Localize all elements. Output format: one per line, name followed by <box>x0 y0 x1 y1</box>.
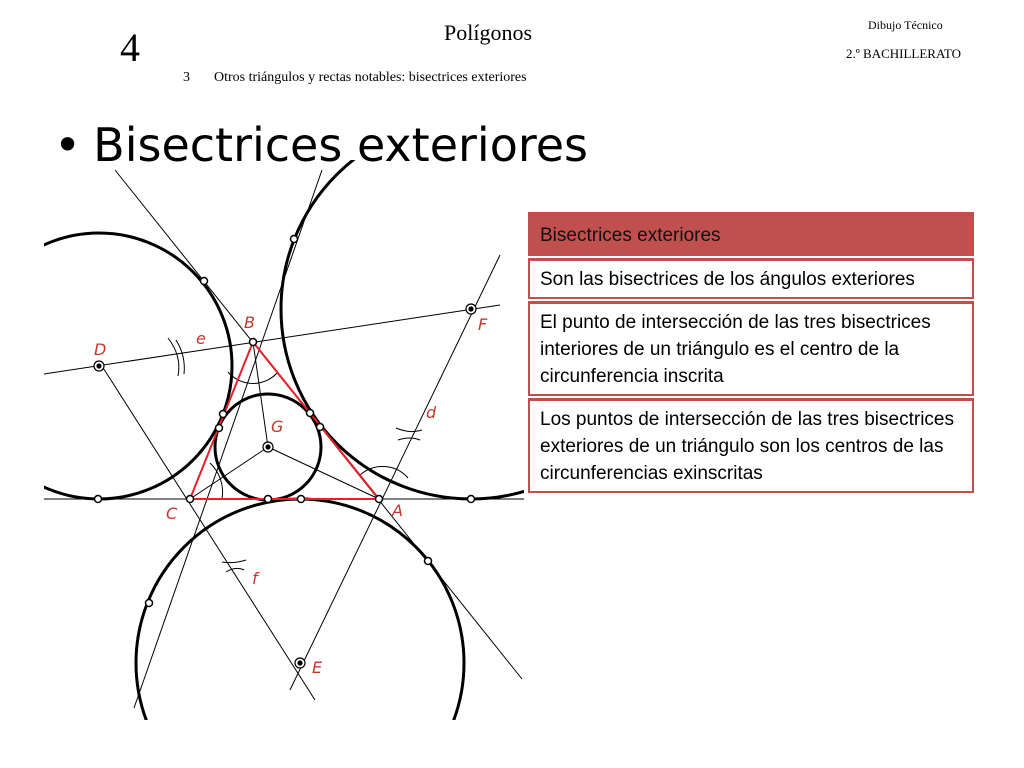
tangent-point <box>216 425 223 432</box>
subject-label: Dibujo Técnico <box>868 18 943 32</box>
bisector-f-line <box>100 363 315 700</box>
arc-mark-f2 <box>226 568 244 572</box>
center-dot-e <box>298 661 302 665</box>
page-title: Polígonos <box>444 20 533 45</box>
center-dot-g <box>266 445 270 449</box>
excircle-e <box>136 499 464 768</box>
tangent-point <box>317 424 324 431</box>
section-number: 3 <box>183 70 190 85</box>
info-table-header: Bisectrices exteriores <box>528 212 974 256</box>
label-e: E <box>312 658 323 677</box>
tangent-point <box>468 496 475 503</box>
triangle-abc <box>190 342 379 499</box>
vertex-point-c <box>187 496 194 503</box>
section-title: Otros triángulos y rectas notables: bisectrices exteriores <box>214 70 527 85</box>
arc-mark-d2 <box>398 438 420 440</box>
center-dot-f <box>469 307 473 311</box>
side-line-bc <box>134 170 322 708</box>
info-table <box>528 212 974 493</box>
tangent-point <box>307 410 314 417</box>
interior-bisector-c <box>190 447 268 499</box>
tangent-point <box>291 236 298 243</box>
tangent-point <box>201 278 208 285</box>
tangent-point <box>220 411 227 418</box>
label-g: G <box>271 417 284 436</box>
vertex-point-a <box>376 496 383 503</box>
info-table-row: El punto de intersección de las tres bisectrices interiores de un triángulo es el centro de la circunferencia inscrita <box>528 301 974 396</box>
label-f-line: f <box>252 569 258 588</box>
bisector-e-line <box>44 305 500 374</box>
heading-text: Bisectrices exteriores <box>93 118 588 172</box>
tangent-point <box>95 496 102 503</box>
bullet-icon: • <box>54 118 82 172</box>
tangent-point <box>146 600 153 607</box>
label-d-line: d <box>426 403 437 422</box>
label-e-line: e <box>196 329 206 348</box>
label-a: A <box>392 501 403 520</box>
arc-mark-e <box>168 338 179 376</box>
tangent-point <box>425 558 432 565</box>
info-table-row: Son las bisectrices de los ángulos exteriores <box>528 258 974 299</box>
arc-at-b <box>228 372 278 383</box>
tangent-point <box>298 496 305 503</box>
label-c: C <box>166 504 178 523</box>
unit-number: 4 <box>120 25 140 70</box>
course-label: 2.º BACHILLERATO <box>846 46 962 61</box>
vertex-point-b <box>250 339 257 346</box>
info-table-row: Los puntos de intersección de las tres bisectrices exteriores de un triángulo son los centros de las circunferencias exinscritas <box>528 398 974 493</box>
arc-mark-d <box>396 428 422 432</box>
center-dot-d <box>97 364 101 368</box>
tangent-point <box>265 496 272 503</box>
label-f: F <box>478 315 488 334</box>
label-b: B <box>244 313 255 332</box>
label-d: D <box>94 340 107 359</box>
